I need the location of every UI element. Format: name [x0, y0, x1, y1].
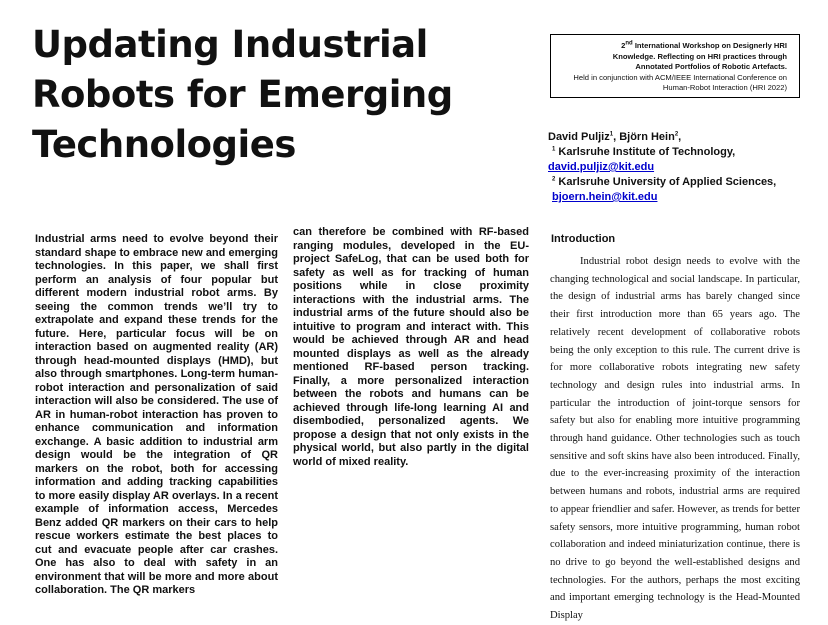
affiliation-2: $^2$ Karlsruhe University of Applied Sciences, [552, 176, 777, 188]
workshop-line: Annotated Portfolios of Robotic Artefacts. [635, 62, 787, 72]
abstract-column-1: Industrial arms need to evolve beyond their standard shape to embrace new and emerging technologies. In this paper, we shall first perform an analysis of four popular but different modern industrial robot arms. By seeing the common trends we’ll try to extrapolate and expand these trends for the future. Here, particular focus will be on interaction based on augmented reality (AR) through head-mounted displays (HMD), but also through smartphones. Long-term human-robot interaction and personalization of said interaction will also be considered. The use of AR in human-robot interaction has proven to enhance communication and information exchange. A basic addition to industrial arm design would be the integration of QR markers on the robot, both for accessing information and adding tracking capabilities to more easily display AR overlays. In a recent example of information access, Mercedes Benz added QR markers on their cars to help rescue workers estimate the best places to cut and evacuate people after car crashes. One has also to deal with safety in an environment that will be more and more about collaboration. The QR markers [35, 233, 278, 596]
title-line: Robots for Emerging [32, 73, 453, 116]
email-1-row [548, 160, 818, 175]
workshop-line: Human-Robot Interaction (HRI 2022) [662, 83, 787, 93]
introduction-text: Industrial robot design needs to evolve with the changing technological and social landscape. In particular, the design of industrial arms has barely changed since their first introduction more than 65 years ago. The relatively recent development of collaborative robots being the only exception to this rule. The current drive is for more collaborative robots integrating new safety technology and design rules into industrial arms. In particular the introduction of joint-torque sensors for safety but also for enabling more intuitive programming through hand guidance. Other technologies such as touch sensitive and soft skins have also been introduced. Finally, due to the ever-increasing proximity of the interaction between humans and robots, industrial arms are required to appear friendlier and safer. However, as trends for better safety sensors, more intuitive programming, human robot collaboration and indeed miniaturization continue, there is no drive to go beyond the well-established designs and technologies. For the authors, perhaps the most exciting and important emerging technology is the Head-Mounted Display [550, 256, 800, 622]
workshop-info-box [550, 34, 800, 98]
affiliation-1: $^1$ Karlsruhe Institute of Technology, [552, 146, 736, 158]
workshop-line: Knowledge. Reflecting on HRI practices through [612, 51, 787, 61]
title-line: Updating Industrial [32, 23, 428, 66]
email-2-row [548, 190, 818, 205]
workshop-line: 2nd International Workshop on Designerly HRI [621, 40, 787, 50]
workshop-line: Held in conjunction with ACM/IEEE International Conference on [573, 72, 787, 82]
abstract-column-2: can therefore be combined with RF-based ranging modules, developed in the EU-project SafeLog, that can be used both for safety as well as for tracking of human positions while in close proximity interactions with the industrial arms. The industrial arms of the future should also be intuitive to program and interact with. This would be achieved through AR and head mounted displays as well as the already mentioned RF-based person tracking. Finally, a more personalized interaction between the robots and humans can be achieved through life-long learning AI and disembodied, personalized agents. We propose a design that not only exists in the physical world, but also partly in the digital world of mixed reality. [293, 226, 529, 468]
email-link-1[interactable]: david.puljiz@kit.edu [548, 161, 655, 173]
paper-title [32, 20, 502, 170]
author-names: David Puljiz$^1$, Bjӧrn Hein$^2$, [548, 131, 682, 143]
author-block [548, 130, 818, 205]
section-heading-introduction: Introduction [551, 233, 616, 245]
email-link-2[interactable]: bjoern.hein@kit.edu [552, 191, 658, 203]
title-line: Technologies [32, 123, 296, 166]
